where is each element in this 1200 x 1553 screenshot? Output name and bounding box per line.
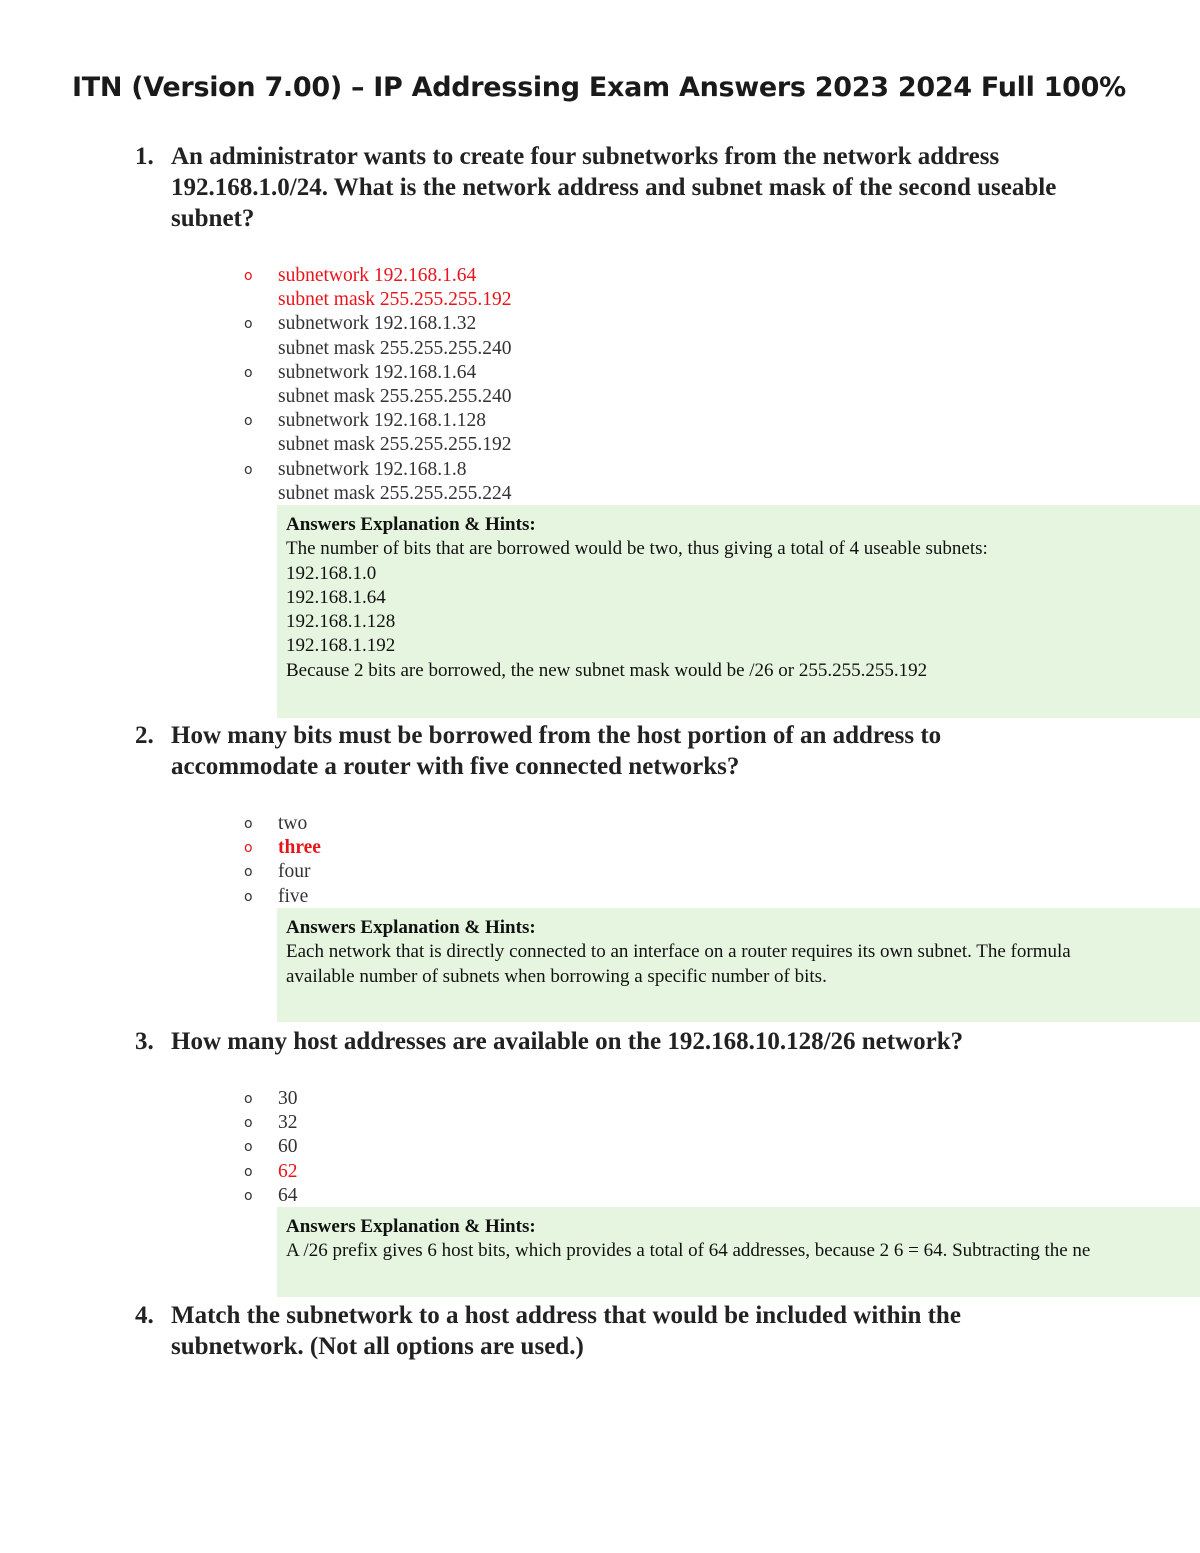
hint-heading: Answers Explanation & Hints: [286,514,536,535]
bullet-icon: o [244,316,253,333]
option[interactable] [244,1111,298,1135]
option-line: four [278,861,311,883]
option[interactable] [244,1135,298,1159]
option-line: 60 [278,1136,298,1158]
hint-line: 192.168.1.64 [286,586,386,608]
option-line: five [278,885,309,907]
question-1 [135,141,1125,234]
option-line: subnet mask 255.255.255.224 [278,482,512,504]
bullet-icon: o [244,1139,253,1156]
option[interactable] [244,1087,298,1111]
option-line: subnetwork 192.168.1.128 [278,410,486,432]
hint-line: available number of subnets when borrowing a specific number of bits. [286,965,827,987]
hint-box-2 [277,908,1200,1022]
option-line: three [278,837,321,859]
hint-heading: Answers Explanation & Hints: [286,917,536,938]
hint-box-1 [277,505,1200,718]
option[interactable] [244,409,511,457]
option[interactable] [244,860,321,884]
option-line: subnetwork 192.168.1.64 [278,361,477,383]
option[interactable] [244,1184,298,1208]
hint-line: 192.168.1.0 [286,562,377,584]
option-line: subnet mask 255.255.255.240 [278,337,512,359]
question-text: How many bits must be borrowed from the host portion of an address to accommodate a router with five connected networks? [171,722,942,780]
bullet-icon: o [244,816,253,832]
question-number: 4. [135,1302,154,1329]
hint-line: Because 2 bits are borrowed, the new subnet mask would be /26 or 255.255.255.192 [286,659,928,681]
option-correct[interactable] [244,836,321,860]
option-correct[interactable] [244,264,511,312]
option-line: subnetwork 192.168.1.64 [278,265,477,286]
bullet-icon: o [244,1163,253,1180]
hint-line: The number of bits that are borrowed would be two, thus giving a total of 4 useable subnets: [286,538,988,560]
question-text: How many host addresses are available on the 192.168.10.128/26 network? [171,1028,964,1055]
bullet-icon: o [244,268,253,284]
question-number: 1. [135,143,154,170]
hint-line: 192.168.1.128 [286,611,396,633]
option-line: two [278,813,308,834]
option-line: subnetwork 192.168.1.32 [278,313,477,335]
option-line: 64 [278,1184,298,1206]
option[interactable] [244,885,321,909]
bullet-icon: o [244,364,253,381]
option-line: 62 [278,1160,298,1182]
option[interactable] [244,812,321,836]
option-line: subnet mask 255.255.255.192 [278,434,512,456]
option[interactable] [244,361,511,409]
option-correct[interactable] [244,1160,298,1184]
option-line: 32 [278,1112,298,1134]
bullet-icon: o [244,888,253,905]
hint-line: A /26 prefix gives 6 host bits, which provides a total of 64 addresses, because 2 6 = 64. Subtracting the ne [286,1240,1091,1262]
bullet-icon: o [244,1091,253,1107]
option-line: subnet mask 255.255.255.192 [278,289,512,311]
hint-line: 192.168.1.192 [286,635,396,657]
question-number: 3. [135,1028,154,1055]
hint-heading: Answers Explanation & Hints: [286,1216,536,1237]
bullet-icon: o [244,1115,253,1132]
question-4 [135,1300,1095,1362]
page-title: ITN (Version 7.00) – IP Addressing Exam Answers 2023 2024 Full 100% [72,72,1126,103]
bullet-icon: o [244,864,253,881]
bullet-icon: o [244,413,253,430]
option-line: 30 [278,1088,298,1109]
bullet-icon: o [244,461,253,478]
option[interactable] [244,312,511,360]
question-2 [135,720,1075,782]
option[interactable] [244,458,511,506]
hint-box-3 [277,1207,1200,1297]
options-list-1 [244,264,511,506]
question-number: 2. [135,722,154,749]
bullet-icon: o [244,1187,253,1204]
option-line: subnet mask 255.255.255.240 [278,386,512,408]
options-list-3 [244,1087,298,1208]
hint-line: Each network that is directly connected to an interface on a router requires its own subnet. The formula [286,941,1071,963]
question-text: Match the subnetwork to a host address that would be included within the subnetwork. (Not all options are used.) [171,1302,961,1360]
options-list-2 [244,812,321,909]
option-line: subnetwork 192.168.1.8 [278,458,467,480]
question-text: An administrator wants to create four subnetworks from the network address 192.168.1.0/24. What is the network address and subnet mask of the second useable subnet? [171,143,1057,232]
bullet-icon: o [244,840,253,857]
question-3 [135,1026,1175,1057]
